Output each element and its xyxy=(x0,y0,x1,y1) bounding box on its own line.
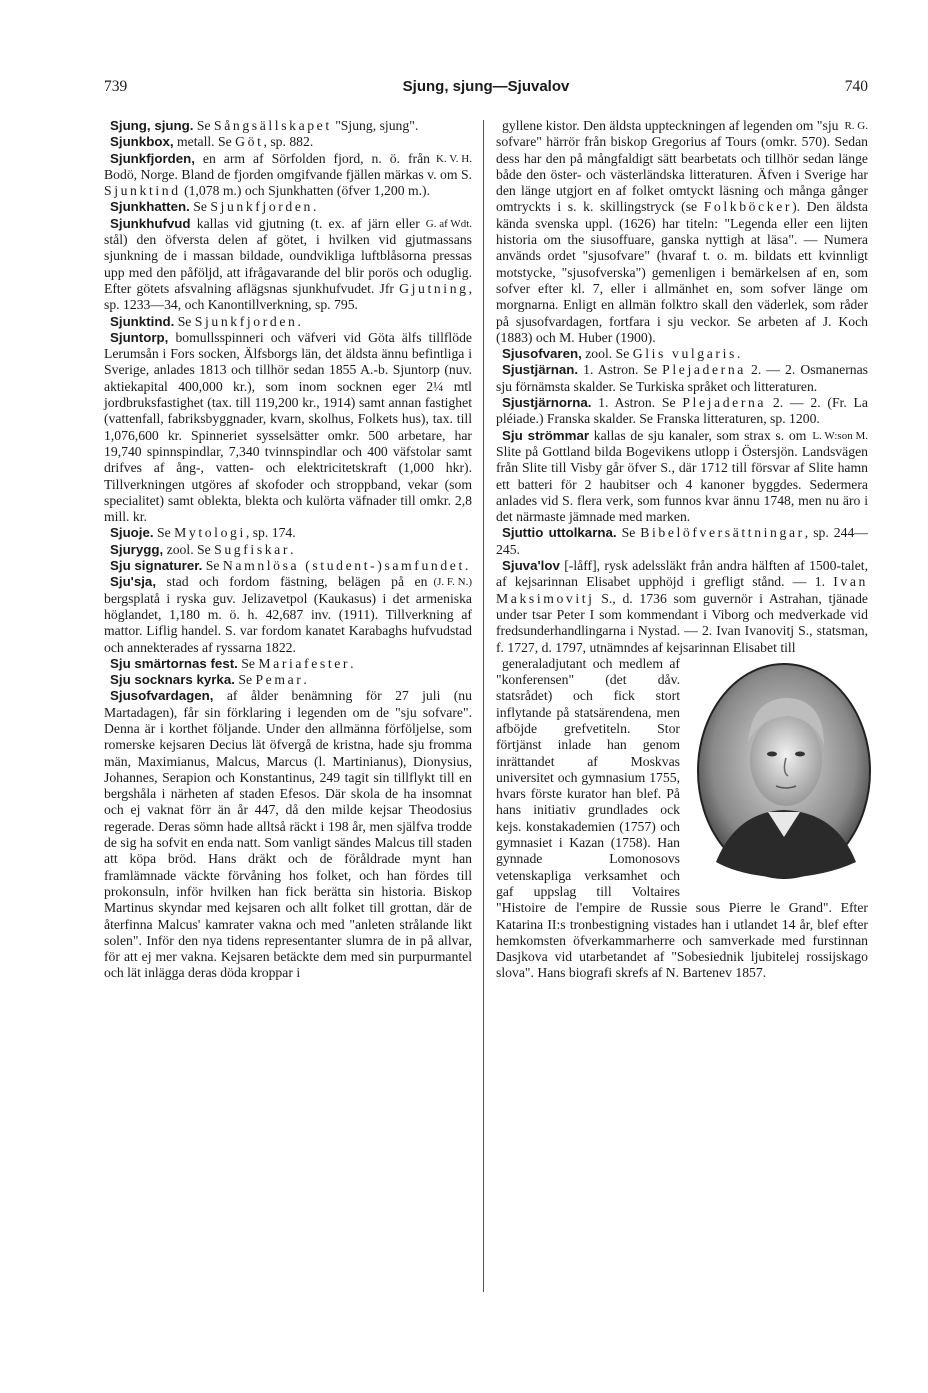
portrait-image xyxy=(696,662,872,880)
headword: Sju signaturer. xyxy=(110,558,203,574)
headword: Sju'sja, xyxy=(110,574,157,590)
entry-text: , sp. 882. xyxy=(263,134,314,150)
headword: Sjurygg, xyxy=(110,541,164,557)
portrait-frame xyxy=(690,662,868,882)
entry-text: Se xyxy=(189,199,211,215)
headword: Sjuttio uttolkarna. xyxy=(502,525,617,541)
entry-text: gyllene kistor. Den äldsta uppteckningen af legenden om "sju sofvare" härrör från biskop Gregorius af Tours (omkr. 570). Sedan dess har den på mångfaldigt sätt bearbetats och tillhör sedan länge både den öster- och västerländska litteraturen. Äfven i Sverige har den länge utgjort en af folket omtyckt läsning och många gånger omtryckts i s. k. skillingstryck (se xyxy=(496,118,868,215)
cross-reference: Sångsällskapet xyxy=(214,118,332,133)
entry-text: (1,078 m.) och Sjunkhatten (öfver 1,200 m.). xyxy=(180,183,431,199)
entry-text: bomullsspinneri och väfveri vid Göta älfs tillflöde Lerumsån i Fors socken, Älfsborgs län, det äldsta ännu befintliga i Sverige, anlades 1813 och tillhör sedan 1855 A.-b. Sjuntorp (nuv. aktiekapital 400,000 kr.), som inom socknen eger 2¼ mtl jordbruksfastighet (tax. till 119,200 kr., 1914) samt annan fastighet (vattenfall, fabriksbyggnader, kvarn, skolhus, Folkets hus), tax. till 1,076,600 kr. Spinneriet sysselsätter omkr. 500 arbetare, har 19,740 spinnspindlar, 7,340 tvinnspindlar och 400 väfstolar samt drifves af ång-, vatten- och elektricitetskraft (1,000 hkr). Tillverkningen utgöres af skofoder och stroppband, vekar (som specialitet) samt oblekta, blekta och kulörta väfnader till omkr. 2,8 mill. kr. xyxy=(104,329,472,525)
headword: Sju strömmar xyxy=(502,427,590,443)
article-entry xyxy=(496,428,868,526)
entry-text: 2. — 2. Osmanernas sju förnämsta skalder. Se Turkiska språket och litteraturen. xyxy=(496,362,868,394)
page-number-left: 739 xyxy=(104,78,128,95)
headword: Sjuoje. xyxy=(110,525,154,541)
entry-text: . xyxy=(350,655,354,671)
entry-text: zool. Se xyxy=(163,541,215,557)
entry-text: . xyxy=(464,558,469,574)
entry-text: Se xyxy=(193,118,215,133)
entry-text: kallas de sju kanaler, som strax s. om Slite på Gottland bilda Bogevikens utlopp i Östersjön. Landsvägen från Slite till Visby går öfver S., där 1712 till försvar af Slite hamn ett batteri för 2 haubitser och 4 kanoner byggdes. Sedermera anlades vid S. flera verk, som funnos kvar ännu 1748, men nu äro i det närmaste jämnade med marken. xyxy=(496,427,868,525)
headword: Sjustjärnorna. xyxy=(502,395,592,411)
signature: K. V. H. xyxy=(436,152,472,165)
entry-text: kallas vid gjutning (t. ex. af järn eller stål) den öfversta delen af götet, i hvilken vid gjutmassans sjunkning de i massan bildade, oundvikliga luftblåsorna pressas upp med den påföljd, att ifrågavarande del blir porös och oduglig. Efter götets afsvalning aflägsnas sjunkhufvudet. Jfr xyxy=(104,215,472,296)
cross-reference: Sugfiskar xyxy=(214,541,291,557)
article-entry xyxy=(104,525,472,541)
entry-text: , sp. 1233—34, och Kanontillverkning, sp. 795. xyxy=(104,280,472,313)
cross-reference: Ivan Maksimovitj xyxy=(496,574,868,606)
entry-text: Se xyxy=(237,655,259,671)
entry-text: [-låff], rysk adelssläkt från andra hälften af 1500-talet, af kejsarinnan Elisabet upphöjd i grefligt stånd. — 1. xyxy=(496,558,868,590)
headword: Sjusofvaren, xyxy=(502,346,582,362)
article-entry xyxy=(104,118,472,134)
article-entry xyxy=(104,314,472,330)
entry-text: S., d. 1736 som guvernör i Astrahan, tjänade under tsar Peter I som kommendant i Viborg och medverkade vid fredsunderhandlingarna i Nystad. — 2. Ivan Ivanovitj S., statsman, f. 1727, d. 1797, utnämndes af kejsarinnan Elisabet till xyxy=(496,590,868,655)
headword: Sju socknars kyrka. xyxy=(110,672,235,688)
headword: Sjunktind. xyxy=(110,313,175,329)
article-entry xyxy=(104,672,472,688)
entry-text: . xyxy=(297,313,301,329)
cross-reference: Sjunkfjorden xyxy=(194,313,298,329)
entry-text: . xyxy=(290,541,294,557)
cross-reference: Plejaderna xyxy=(682,395,767,411)
article-entry xyxy=(104,216,472,314)
cross-reference: Plejaderna xyxy=(662,362,746,378)
entry-text: . xyxy=(736,346,741,362)
signature: G. af Wdt. xyxy=(425,217,472,230)
entry-text: en arm af Sörfolden fjord, n. ö. från Bodö, Norge. Bland de fjorden omgifvande fjällen märkas v. om S. xyxy=(104,150,472,182)
article-entry xyxy=(104,330,472,526)
article-entry xyxy=(496,656,868,982)
entry-text: , sp. 244—245. xyxy=(496,525,868,557)
entry-text: , sp. 174. xyxy=(245,525,296,541)
entry-text: 1. Astron. Se xyxy=(591,395,683,411)
entry-text: 2. — 2. (Fr. La pléiade.) Franska skalder. Se Franska litteraturen, sp. 1200. xyxy=(496,395,868,427)
entry-text: metall. Se xyxy=(173,134,236,150)
headword: Sjunkhufvud xyxy=(110,215,191,231)
article-entry xyxy=(496,525,868,558)
entry-text: Se xyxy=(234,672,256,688)
article-entry xyxy=(496,558,868,656)
cross-reference: Namnlösa (student-)samfundet xyxy=(222,558,465,574)
article-entry xyxy=(496,118,868,346)
entry-text: . xyxy=(313,199,317,215)
article-entry xyxy=(104,574,472,655)
page-header xyxy=(104,78,868,102)
cross-reference: Pemar xyxy=(255,672,304,688)
entry-text: af ålder benämning för 27 juli (nu Martadagen), får sin förklaring i legenden om de "sju sofvare". Denna är i korthet följande. Under den allmänna förföljelse, som romerske kejsaren Decius lät öfvergå de kristna, hade sju fromma män, Maximianus, Malcus, Marcus (l. Martinianus), Dionysius, Johannes, Serapion och Konstantinus, 249 tagit sin tillflykt till en bergshåla i närheten af staden Efesos. Där skola de ha insomnat och ej vaknat förr än år 447, då den milde kejsar Theodosius regerade. Deras sömn hade alltså räckt i 198 år, men själfva trodde de sig ha sofvit en enda natt. Som vanligt sändes Malcus till staden att köpa bröd. Hans dräkt och de föråldrade mynt han framlämnade väckte förvåning hos folket, och han fördes till prokonsuln, inför hvilken han fick berätta sin historia. Biskop Martinus skyndar med kejsaren och allt folket till grottan, där de återfinna Malcus' kamrater vakna och med "anleten strålande likt solen". Inför den nya tidens representanter slumra de in på allvar, för att ej mer vakna. Kejsaren betäckte dem med sin purpurmantel och lät inlägga deras döda kroppar i xyxy=(104,688,472,981)
article-entry xyxy=(104,151,472,200)
cross-reference: Göt xyxy=(235,134,264,150)
article-entry xyxy=(104,656,472,672)
cross-reference: Glis vulgaris xyxy=(632,346,737,362)
headword: Sju smärtornas fest. xyxy=(110,655,238,671)
entry-text: "Sjung, sjung". xyxy=(331,118,419,133)
cross-reference: Mariafester xyxy=(258,655,351,671)
cross-reference: Sjunkfjorden xyxy=(210,199,313,215)
cross-reference: Bibelöfversättningar xyxy=(640,525,805,541)
entry-text: Se xyxy=(616,525,641,541)
article-entry xyxy=(104,199,472,215)
cross-reference: Folkböcker xyxy=(703,199,793,215)
right-column xyxy=(496,118,868,982)
entry-text: stad och fordom fästning, belägen på en bergsplatå i ryska guv. Jelizavetpol (Kaukasus) i det armeniska höglandet, 1,180 m. ö. h. 42,687 inv. (1911). Tillverkning af mattor. Liflig handel. S. var fordom kanatet Karabaghs hufvudstad och annekterades af ryssarna 1822. xyxy=(104,574,472,655)
article-entry xyxy=(104,558,472,574)
article-entry xyxy=(496,362,868,395)
article-entry xyxy=(104,542,472,558)
entry-text: . xyxy=(303,672,307,688)
entry-text: 1. Astron. Se xyxy=(578,362,663,378)
column-divider xyxy=(483,120,484,1292)
headword: Sjuva'lov xyxy=(502,558,560,574)
headword: Sjung, sjung. xyxy=(110,118,194,133)
entry-text: zool. Se xyxy=(581,346,633,362)
article-entry xyxy=(496,395,868,428)
signature: (J. F. N.) xyxy=(433,576,472,589)
cross-reference: Gjutning xyxy=(399,280,469,296)
headword: Sjunkhatten. xyxy=(110,199,190,215)
article-entry xyxy=(104,688,472,981)
article-entry xyxy=(104,134,472,150)
headword: Sjusofvardagen, xyxy=(110,688,214,704)
headword: Sjustjärnan. xyxy=(502,362,579,378)
entry-text: ). Den äldsta kända svenska uppl. (1626) har titeln: "Legenda eller een lijten historia om the siusoffuare, ganska nyttigh at läsa". — Numera används ordet "sjusofvare" (hvaraf t. o. m. bildats ett kvinnligt motstycke, "sjusofverska") gemenligen i bemärkelsen af en, som sofver efter kl. 7, eller i allmänhet en, som sofver länge om morgnarna. Enligt en allmän folktro skall den väderlek, som råder på sjusofvardagen, fortfara i sju veckor. Se arbeten af J. Koch (1883) och M. Huber (1900). xyxy=(496,199,868,345)
signature: L. W:son M. xyxy=(812,429,868,442)
page-number-right: 740 xyxy=(844,78,868,95)
entry-text: Se xyxy=(174,313,195,329)
cross-reference: Sjunktind xyxy=(104,183,181,199)
headword: Sjunkfjorden, xyxy=(110,150,195,166)
entry-text: Se xyxy=(202,558,223,574)
entry-text: Se xyxy=(153,525,175,541)
signature: R. G. xyxy=(844,120,868,132)
running-title: Sjung, sjung—Sjuvalov xyxy=(402,78,570,95)
article-entry xyxy=(496,346,868,362)
entry-text: generaladjutant och medlem af "konferensen" (det dåv. statsrådet) och fick stort inflytande på statsärendena, men afböjde grefvetiteln. Stor förtjänst inlade han genom inrättandet af Moskvas universitet och gymnasium 1755, hvars förste kurator han blef. På hans initiativ grundlades ock kejs. konstakademien (1757) och gymnasiet i Kazan (1758). Han gynnade Lomonosovs vetenskapliga verksamhet och gaf uppslag till Voltaires "Histoire de l'empire de Russie sous Pierre le Grand". Efter Katarina II:s tronbestigning vistades han i utlandet 14 år, blef efter hemkomsten öfverkammarherre och samverkade med furstinnan Dasjkova vid utarbetandet af "Sobesiednik ljubitelej rossijskago slova". Hans biografi skrefs af N. Bartenev 1857. xyxy=(496,655,868,981)
left-column xyxy=(104,118,472,982)
headword: Sjuntorp, xyxy=(110,329,169,345)
headword: Sjunkbox, xyxy=(110,134,174,150)
cross-reference: Mytologi xyxy=(174,525,246,541)
